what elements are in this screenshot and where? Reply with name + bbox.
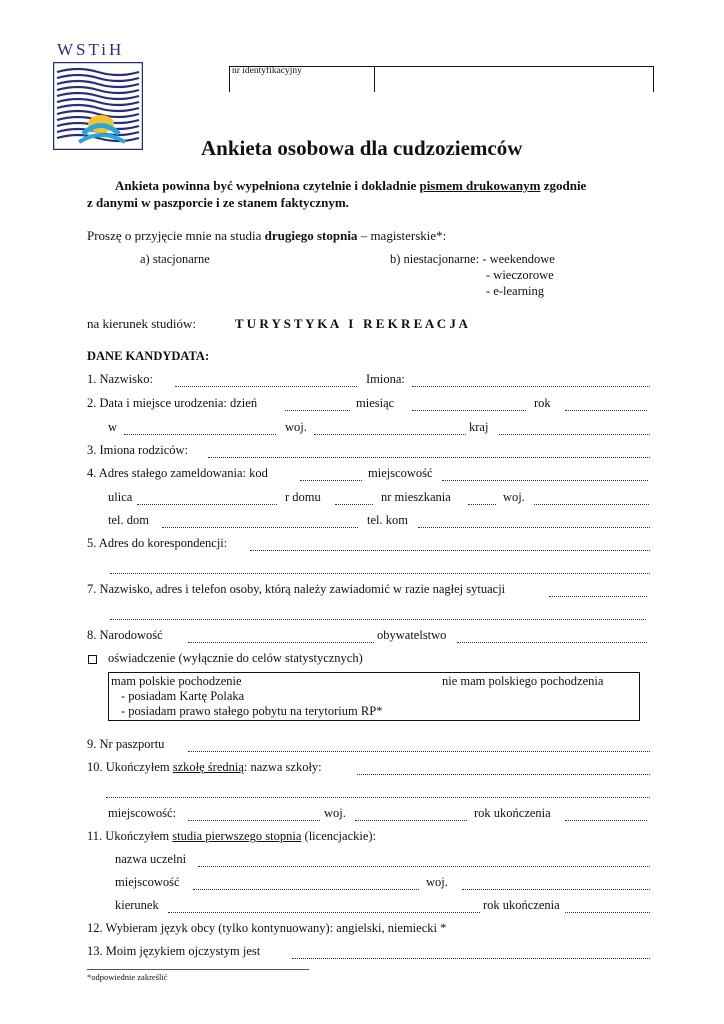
- university-input[interactable]: [198, 865, 650, 867]
- emergency-contact-input-2[interactable]: [110, 618, 646, 620]
- declaration-label: oświadczenie (wyłącznie do celów statystycznych): [108, 651, 363, 665]
- no-polish-origin-option[interactable]: nie mam polskiego pochodzenia: [442, 674, 604, 688]
- school-year-input[interactable]: [565, 819, 647, 821]
- id-box-label: nr identyfikacyjny: [232, 66, 302, 76]
- given-names-input[interactable]: [412, 385, 650, 387]
- field-university-province-label: woj.: [426, 875, 448, 889]
- field-native-language-label: 13. Moim językiem ojczystym jest: [87, 944, 261, 958]
- polish-origin-option[interactable]: mam polskie pochodzenie: [111, 674, 242, 688]
- major-value: T U R Y S T Y K A I R E K R E A C J A: [235, 316, 468, 331]
- field-home-phone-label: tel. dom: [108, 513, 149, 527]
- field-bachelor-label: 11. Ukończyłem studia pierwszego stopnia (licencjackie):: [87, 829, 377, 843]
- field-parents-label: 3. Imiona rodziców:: [87, 443, 189, 457]
- correspondence-input-2[interactable]: [110, 572, 650, 574]
- field-school-year-label: rok ukończenia: [474, 806, 551, 820]
- field-surname-label: 1. Nazwisko:: [87, 372, 153, 386]
- footnote-divider: [87, 969, 309, 970]
- option-part-time-elearning[interactable]: - e-learning: [486, 284, 544, 298]
- birth-country-input[interactable]: [499, 433, 650, 435]
- birth-year-input[interactable]: [565, 409, 647, 411]
- field-school-city-label: miejscowość:: [108, 806, 177, 820]
- emergency-contact-input[interactable]: [549, 595, 647, 597]
- citizenship-input[interactable]: [457, 641, 647, 643]
- birth-month-input[interactable]: [412, 409, 526, 411]
- field-school-province-label: woj.: [324, 806, 346, 820]
- field-foreign-language-label[interactable]: 12. Wybieram język obcy (tylko kontynuowany): angielski, niemiecki *: [87, 921, 447, 935]
- field-birth-place-label: w: [108, 420, 118, 434]
- field-mobile-phone-label: tel. kom: [367, 513, 408, 527]
- field-university-city-label: miejscowość: [115, 875, 180, 889]
- flat-no-input[interactable]: [468, 503, 496, 505]
- field-correspondence-label: 5. Adres do korespondencji:: [87, 536, 228, 550]
- field-high-school-label: 10. Ukończyłem szkołę średnią: nazwa szkoły:: [87, 760, 322, 774]
- parents-input[interactable]: [208, 456, 650, 458]
- birth-place-input[interactable]: [124, 433, 276, 435]
- postcode-input[interactable]: [300, 479, 362, 481]
- school-province-input[interactable]: [355, 819, 467, 821]
- city-input[interactable]: [442, 479, 648, 481]
- field-graduation-year-label: rok ukończenia: [483, 898, 560, 912]
- field-postcode-label: 4. Adres stałego zameldowania: kod: [87, 466, 268, 480]
- field-house-no-label: r domu: [285, 490, 321, 504]
- field-emergency-contact-label: 7. Nazwisko, adres i telefon osoby, którą należy zawiadomić w razie nagłej sytuacji: [87, 582, 506, 596]
- option-part-time-evening[interactable]: - wieczorowe: [486, 268, 554, 282]
- polish-card-option[interactable]: - posiadam Kartę Polaka: [121, 689, 245, 703]
- house-no-input[interactable]: [335, 503, 373, 505]
- surname-input[interactable]: [175, 385, 357, 387]
- residence-permit-option[interactable]: - posiadam prawo stałego pobytu na terytorium RP*: [121, 704, 383, 718]
- option-part-time-weekend[interactable]: b) niestacjonarne: - weekendowe: [390, 252, 555, 266]
- native-language-input[interactable]: [292, 957, 650, 959]
- high-school-name-input[interactable]: [357, 773, 650, 775]
- birth-day-input[interactable]: [285, 409, 350, 411]
- street-input[interactable]: [137, 503, 277, 505]
- mobile-phone-input[interactable]: [418, 526, 650, 528]
- study-request: Proszę o przyjęcie mnie na studia drugiego stopnia – magisterskie*:: [87, 228, 447, 243]
- major-label: na kierunek studiów:: [87, 316, 197, 331]
- field-passport-label: 9. Nr paszportu: [87, 737, 165, 751]
- field-birth-province-label: woj.: [285, 420, 307, 434]
- logo-waves-icon: [53, 62, 143, 150]
- field-flat-no-label: nr mieszkania: [381, 490, 451, 504]
- birth-province-input[interactable]: [314, 433, 466, 435]
- university-city-input[interactable]: [193, 888, 419, 890]
- field-of-study-input[interactable]: [168, 911, 480, 913]
- field-nationality-label: 8. Narodowość: [87, 628, 163, 642]
- id-number-field[interactable]: [376, 70, 650, 90]
- field-birth-year-label: rok: [534, 396, 551, 410]
- high-school-name-input-2[interactable]: [106, 796, 650, 798]
- field-field-of-study-label: kierunek: [115, 898, 159, 912]
- field-given-names-label: Imiona:: [366, 372, 405, 386]
- field-city-label: miejscowość: [368, 466, 433, 480]
- field-university-label: nazwa uczelni: [115, 852, 187, 866]
- logo-text: WSTiH: [57, 40, 125, 59]
- footnote: *odpowiednie zakreślić: [87, 972, 168, 982]
- declaration-checkbox[interactable]: [88, 655, 97, 664]
- passport-input[interactable]: [188, 750, 650, 752]
- school-city-input[interactable]: [188, 819, 320, 821]
- university-province-input[interactable]: [462, 888, 650, 890]
- field-street-label: ulica: [108, 490, 133, 504]
- field-birth-day-label: 2. Data i miejsce urodzenia: dzień: [87, 396, 258, 410]
- correspondence-input[interactable]: [250, 549, 650, 551]
- field-province-label: woj.: [503, 490, 525, 504]
- intro-line-2: z danymi w paszporcie i ze stanem faktycznym.: [87, 195, 349, 210]
- field-birth-country-label: kraj: [469, 420, 489, 434]
- graduation-year-input[interactable]: [565, 911, 650, 913]
- intro-line-1: Ankieta powinna być wypełniona czytelnie i dokładnie pismem drukowanym zgodnie: [115, 178, 587, 193]
- page-title: Ankieta osobowa dla cudzoziemców: [201, 136, 523, 160]
- field-citizenship-label: obywatelstwo: [377, 628, 447, 642]
- home-phone-input[interactable]: [162, 526, 358, 528]
- section-heading: DANE KANDYDATA:: [87, 349, 210, 363]
- option-full-time[interactable]: a) stacjonarne: [140, 252, 210, 266]
- nationality-input[interactable]: [188, 641, 374, 643]
- field-birth-month-label: miesiąc: [356, 396, 395, 410]
- province-input[interactable]: [534, 503, 649, 505]
